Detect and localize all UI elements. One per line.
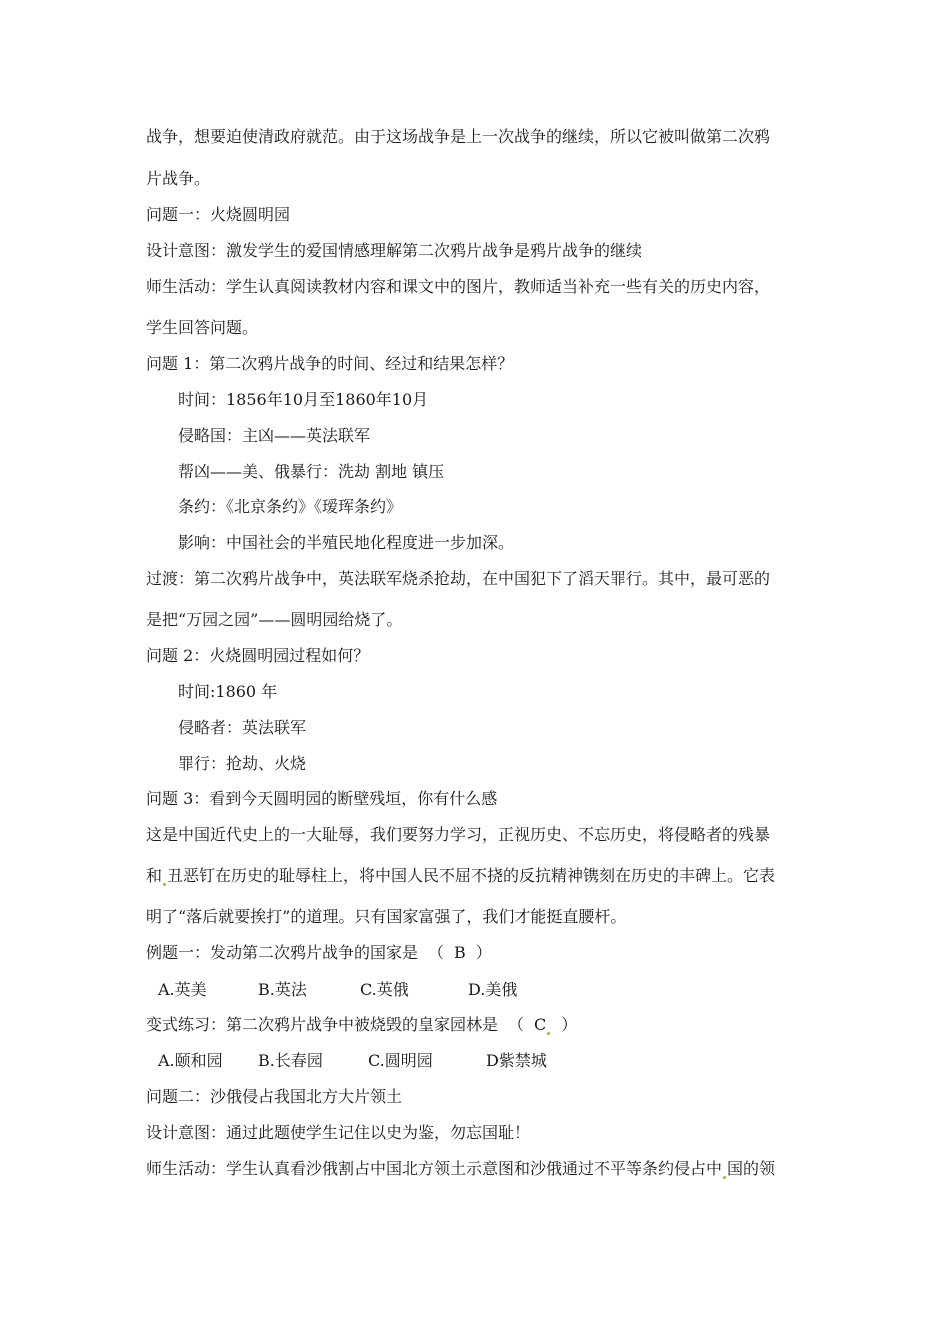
option-d: D.美俄 [468,980,518,999]
paragraph-line: 明了“落后就要挨打”的道理。只有国家富强了，我们才能挺直腰杆。 [146,907,627,926]
question-text: 例题一：发动第二次鸦片战争的国家是 [146,943,419,962]
option-b: B.长春园 [258,1051,323,1070]
list-item: 时间：1856年10月至1860年10月 [178,390,429,409]
paren-open: （ [508,1015,525,1034]
paragraph-line: 片战争。 [146,169,211,188]
question: 问题 3：看到今天圆明园的断壁残垣，你有什么感 [146,789,498,808]
example-question [146,943,492,963]
list-item: 条约：《北京条约》《瑷珲条约》 [178,497,403,516]
variant-question [146,1015,577,1035]
section-heading: 问题二：沙俄侵占我国北方大片领土 [146,1087,403,1106]
text-fragment: 国的领 [727,1159,776,1178]
paragraph-line: 这是中国近代史上的一大耻辱，我们要努力学习，正视历史、不忘历史，将侵略者的残暴 [146,825,771,844]
list-item: 帮凶——美、俄暴行：洗劫 割地 镇压 [178,462,445,481]
question: 问题 1：第二次鸦片战争的时间、经过和结果怎样？ [146,354,514,373]
paragraph-line: 战争，想要迫使清政府就范。由于这场战争是上一次战争的继续，所以它被叫做第二次鸦 [146,127,771,146]
paren-open: （ [428,943,445,962]
paragraph-line: 师生活动：学生认真阅读教材内容和课文中的图片，教师适当补充一些有关的历史内容， [146,277,771,296]
question-text: 变式练习：第二次鸦片战争中被烧毁的皇家园林是 [146,1015,499,1034]
paren-close: ） [561,1015,578,1034]
option-c: C.英俄 [360,980,409,999]
dot-mark-icon [547,1032,550,1035]
paragraph-line [146,866,775,886]
answer [534,1015,551,1035]
list-item: 时间:1860 年 [178,682,278,701]
text-fragment: 和 [146,866,163,885]
answer: B [454,943,466,962]
list-item: 侵略者：英法联军 [178,718,307,737]
paragraph-line: 学生回答问题。 [146,318,259,337]
list-item: 罪行：抢劫、火烧 [178,754,307,773]
option-c: C.圆明园 [368,1051,433,1070]
section-heading: 问题一：火烧圆明园 [146,205,291,224]
option-a: A.英美 [158,980,207,999]
option-a: A.颐和园 [158,1051,223,1070]
dot-mark-icon [723,1176,726,1179]
paragraph-line [146,1159,775,1179]
list-item: 影响：中国社会的半殖民地化程度进一步加深。 [178,533,515,552]
question: 问题 2：火烧圆明园过程如何？ [146,646,370,665]
list-item: 侵略国：主凶——英法联军 [178,426,371,445]
dot-mark-icon [163,883,166,886]
design-intent: 设计意图：激发学生的爱国情感理解第二次鸦片战争是鸦片战争的继续 [146,241,643,260]
text-fragment: 师生活动：学生认真看沙俄割占中国北方领土示意图和沙俄通过不平等条约侵占中 [146,1159,723,1178]
answer-letter: C [534,1015,547,1034]
paragraph-line: 过渡：第二次鸦片战争中，英法联军烧杀抢劫，在中国犯下了滔天罪行。其中，最可恶的 [146,569,771,588]
option-b: B.英法 [258,980,307,999]
paragraph-line: 是把“万园之园”——圆明园给烧了。 [146,610,403,629]
paren-close: ） [475,943,492,962]
design-intent: 设计意图：通过此题使学生记住以史为鉴，勿忘国耻！ [146,1123,531,1142]
text-fragment: 丑恶钉在历史的耻辱柱上，将中国人民不屈不挠的反抗精神镌刻在历史的丰碑上。它表 [167,866,776,885]
option-d: D紫禁城 [486,1051,547,1070]
